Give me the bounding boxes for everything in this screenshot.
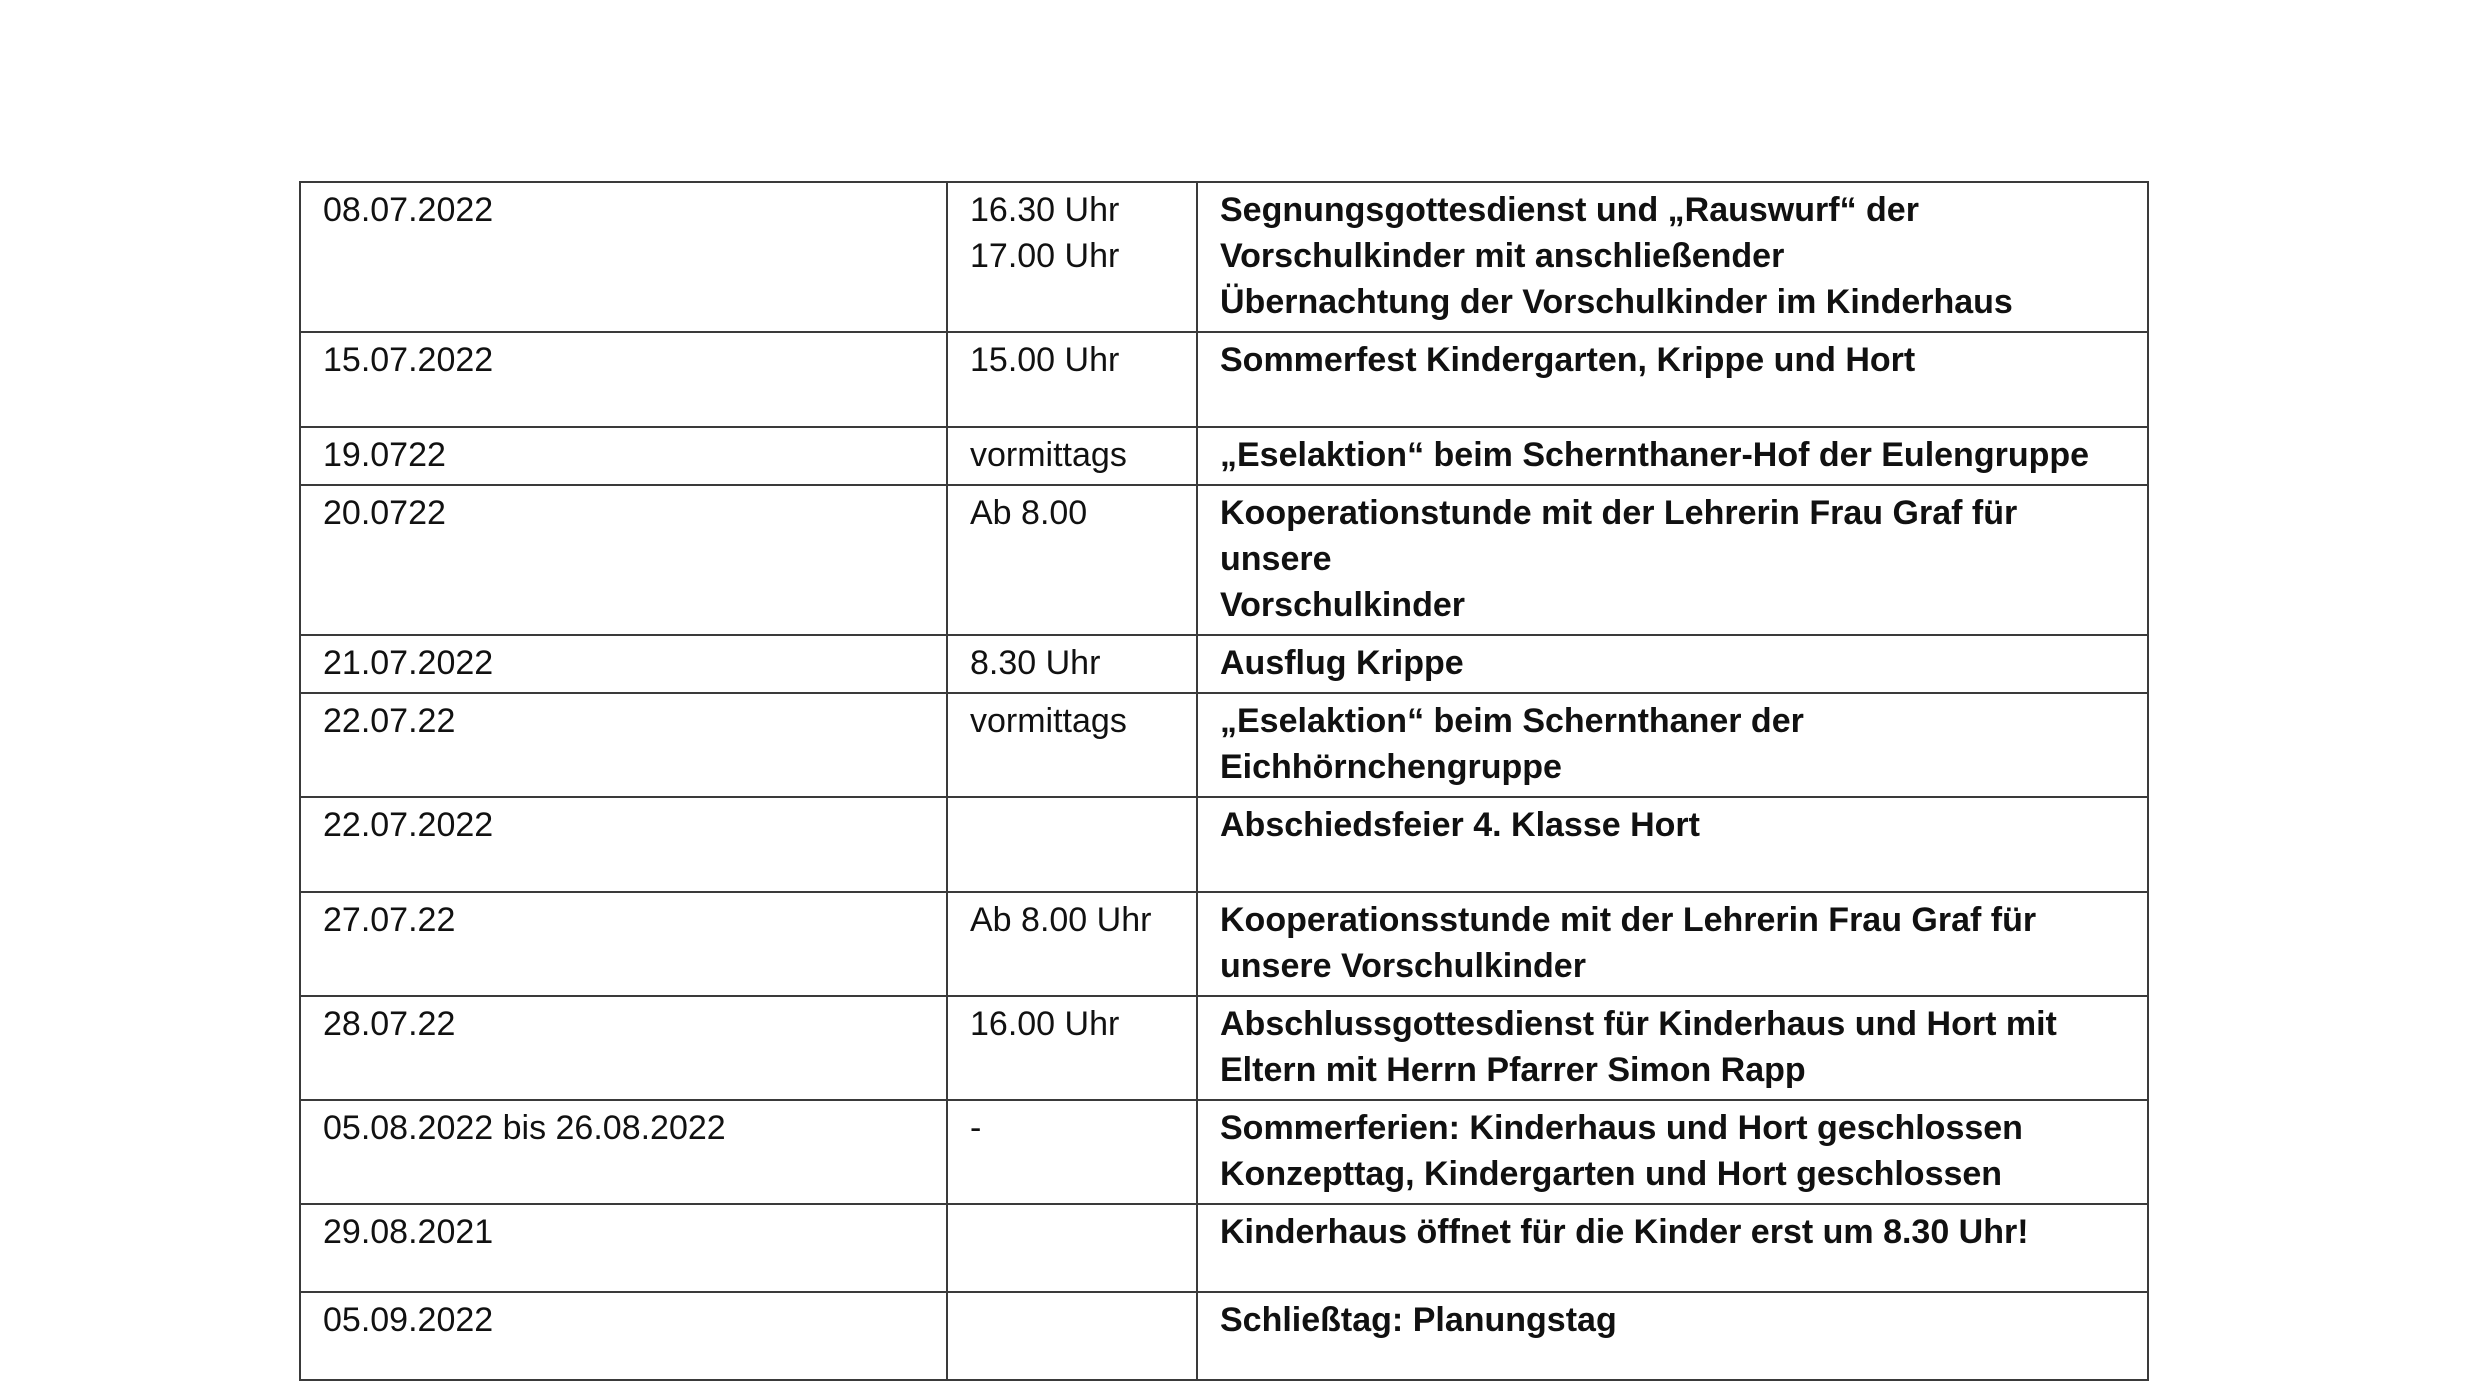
description-cell: Schließtag: Planungstag [1197,1292,2148,1380]
table-row [300,332,2148,427]
date-cell: 22.07.22 [300,693,947,797]
description-cell: Kooperationsstunde mit der Lehrerin Frau Graf für unsere Vorschulkinder [1197,892,2148,996]
time-cell [947,1292,1197,1380]
date-cell: 29.08.2021 [300,1204,947,1292]
date-cell: 21.07.2022 [300,635,947,693]
description-cell: Abschiedsfeier 4. Klasse Hort [1197,797,2148,892]
time-cell: - [947,1100,1197,1204]
table-row [300,892,2148,996]
table-row [300,1292,2148,1380]
table-row [300,427,2148,485]
time-cell: 8.30 Uhr [947,635,1197,693]
time-cell: Ab 8.00 Uhr [947,892,1197,996]
description-cell: Ausflug Krippe [1197,635,2148,693]
date-cell: 15.07.2022 [300,332,947,427]
table-row [300,1204,2148,1292]
table-row [300,182,2148,332]
date-cell: 28.07.22 [300,996,947,1100]
time-cell: 16.00 Uhr [947,996,1197,1100]
table-row [300,996,2148,1100]
table-row [300,693,2148,797]
date-cell: 22.07.2022 [300,797,947,892]
time-cell: 16.30 Uhr 17.00 Uhr [947,182,1197,332]
description-cell: Abschlussgottesdienst für Kinderhaus und Hort mit Eltern mit Herrn Pfarrer Simon Rapp [1197,996,2148,1100]
schedule-table [299,181,2149,1381]
date-cell: 27.07.22 [300,892,947,996]
table-row [300,635,2148,693]
date-cell: 08.07.2022 [300,182,947,332]
time-cell: 15.00 Uhr [947,332,1197,427]
description-cell: Segnungsgottesdienst und „Rauswurf“ der Vorschulkinder mit anschließender Übernachtung der Vorschulkinder im Kinderhaus [1197,182,2148,332]
time-cell [947,797,1197,892]
date-cell: 05.08.2022 bis 26.08.2022 [300,1100,947,1204]
date-cell: 20.0722 [300,485,947,635]
description-cell: Kinderhaus öffnet für die Kinder erst um 8.30 Uhr! [1197,1204,2148,1292]
description-cell: Sommerferien: Kinderhaus und Hort geschlossen Konzepttag, Kindergarten und Hort geschlossen [1197,1100,2148,1204]
description-cell: „Eselaktion“ beim Schernthaner der Eichhörnchengruppe [1197,693,2148,797]
table-row [300,485,2148,635]
table-row [300,797,2148,892]
time-cell: vormittags [947,693,1197,797]
description-cell: Kooperationstunde mit der Lehrerin Frau Graf für unsere Vorschulkinder [1197,485,2148,635]
table-row [300,1100,2148,1204]
date-cell: 19.0722 [300,427,947,485]
time-cell: Ab 8.00 [947,485,1197,635]
date-cell: 05.09.2022 [300,1292,947,1380]
description-cell: „Eselaktion“ beim Schernthaner-Hof der Eulengruppe [1197,427,2148,485]
time-cell: vormittags [947,427,1197,485]
time-cell [947,1204,1197,1292]
description-cell: Sommerfest Kindergarten, Krippe und Hort [1197,332,2148,427]
